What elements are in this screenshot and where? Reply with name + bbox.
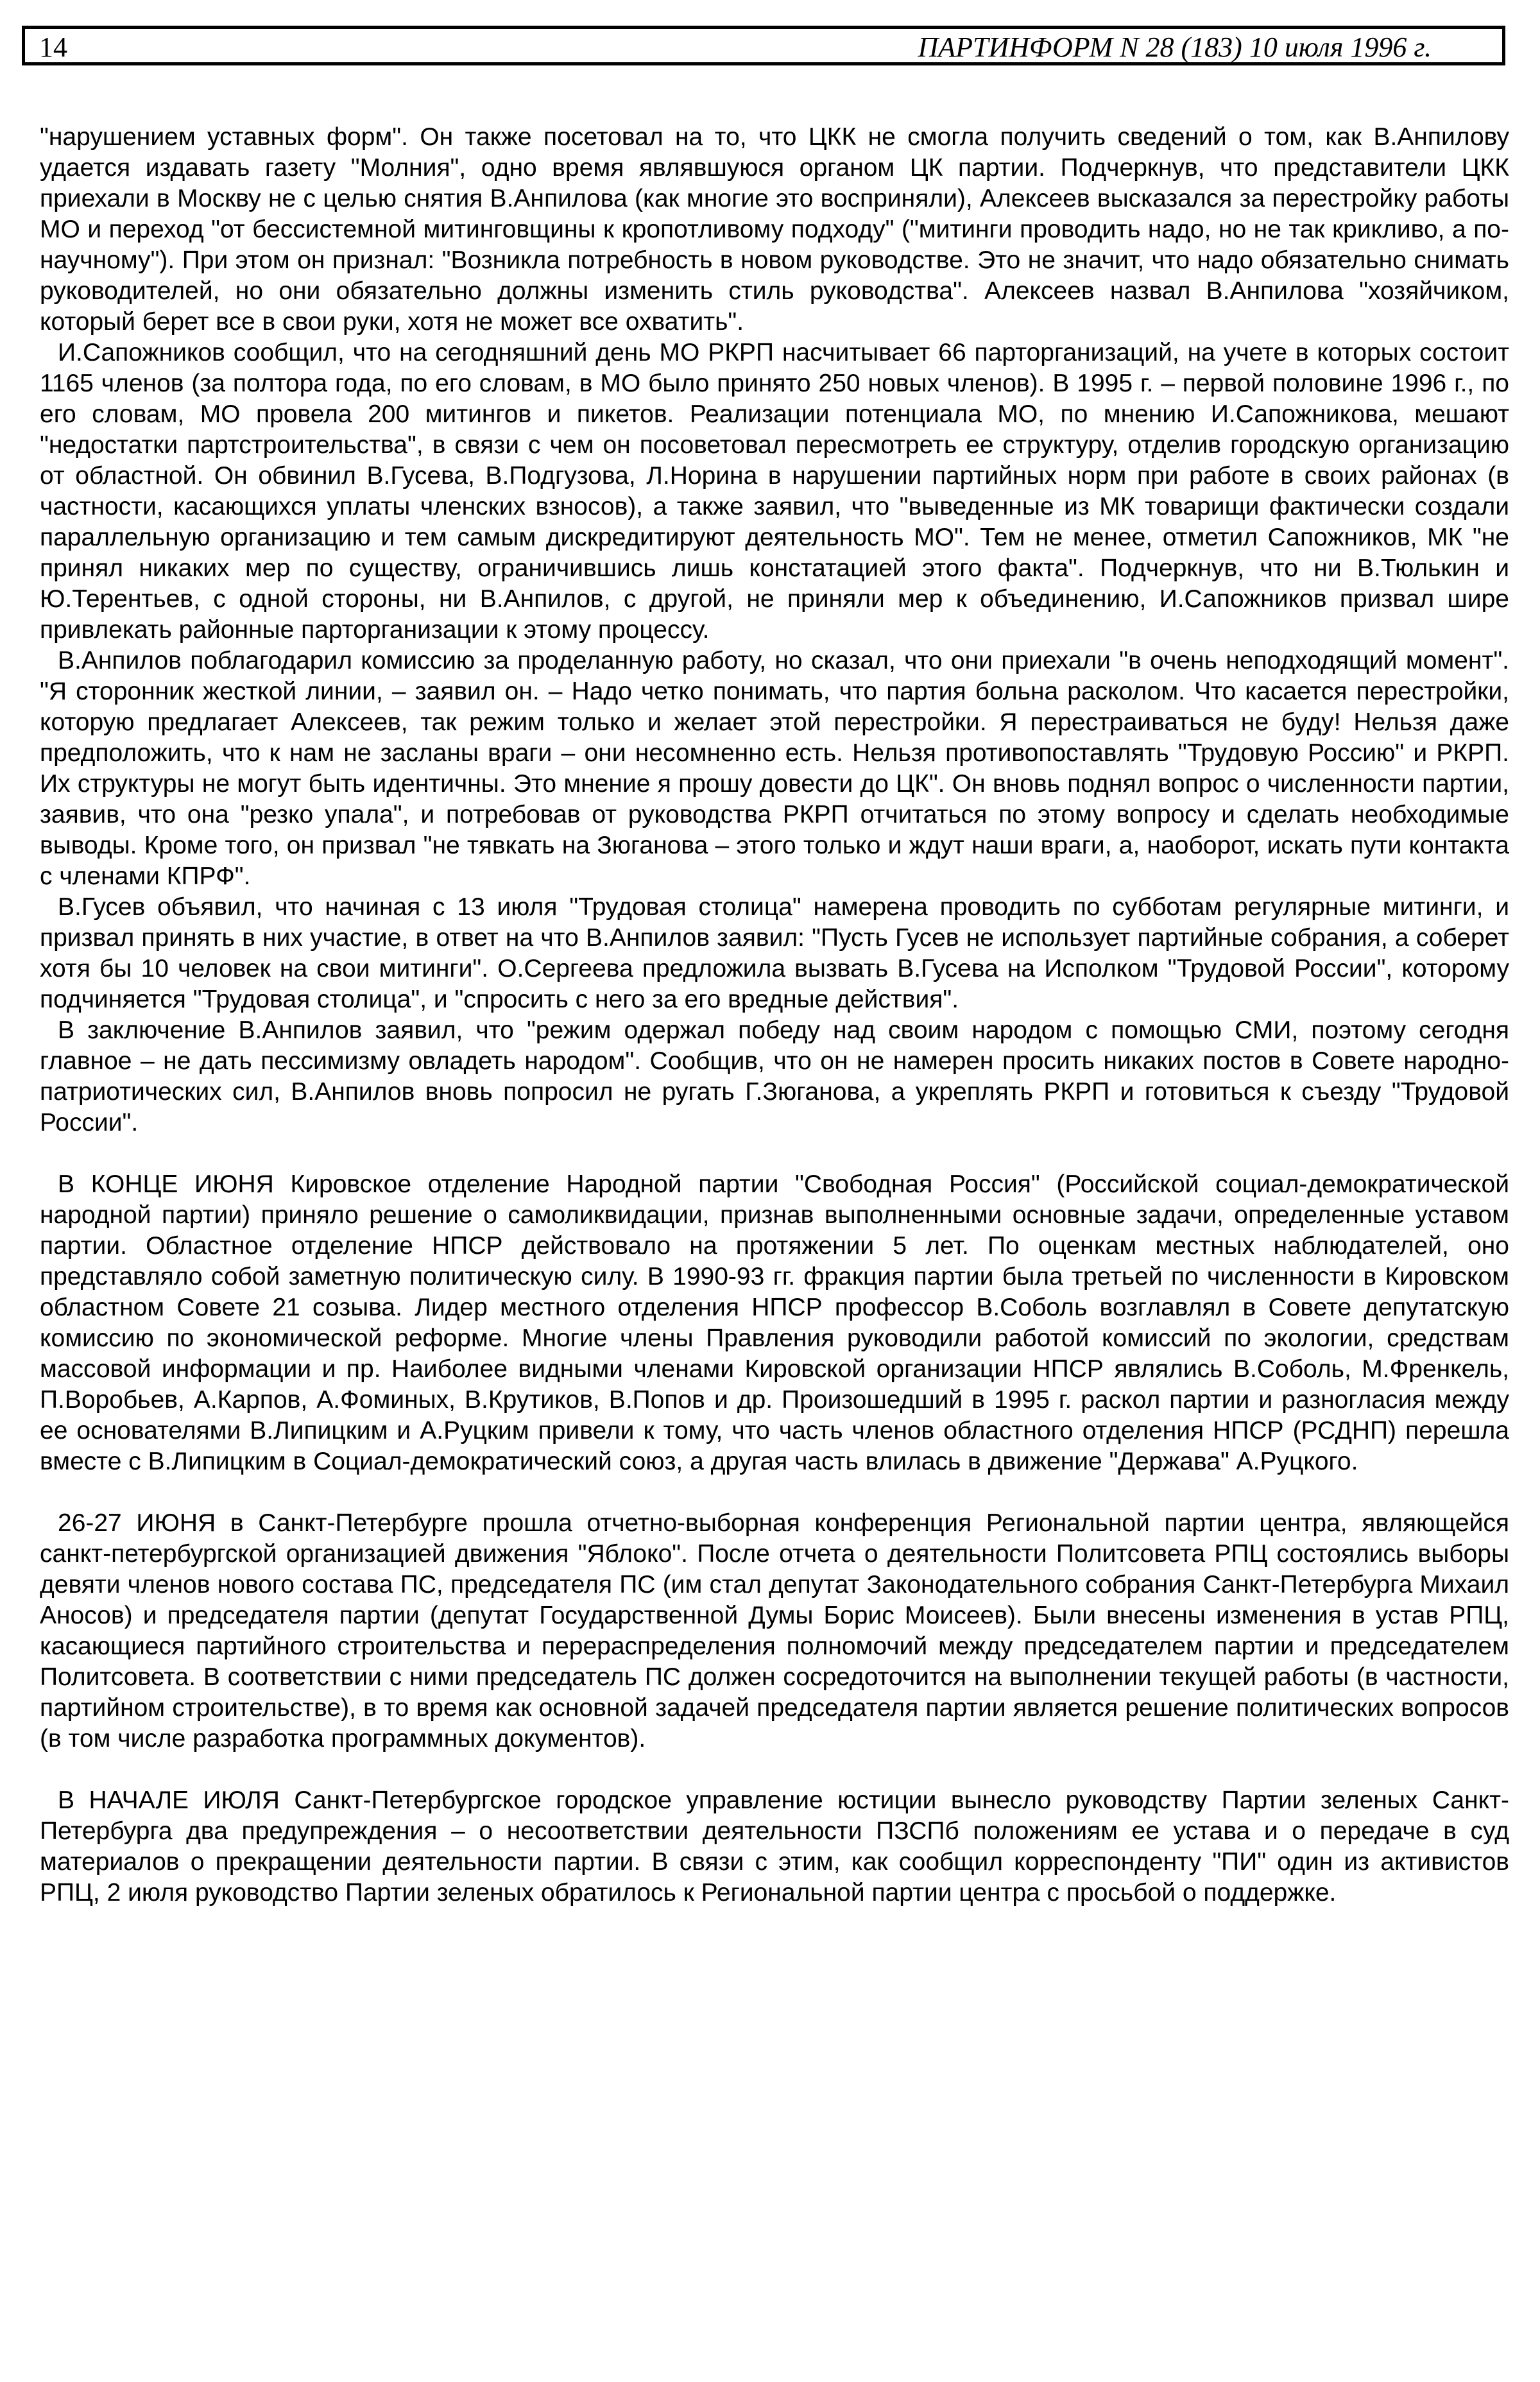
article-paragraph: В.Анпилов поблагодарил комиссию за проделанную работу, но сказал, что они приехали "в очень неподходящий момент". "Я сторонник жесткой линии, – заявил он. – Надо четко понимать, что партия больна расколом. Что касается перестройки, которую предлагает Алексеев, так режим только и желает этой перестройки. Я перестраиваться не буду! Нельзя даже предположить, что к нам не засланы враги – они несомненно есть. Нельзя противопоставлять "Трудовую Россию" и РКРП. Их структуры не могут быть идентичны. Это мнение я прошу довести до ЦК". Он вновь поднял вопрос о численности партии, заявив, что она "резко упала", и потребовав от руководства РКРП отчитаться по этому вопросу и сделать необходимые выводы. Кроме того, он призвал "не тявкать на Зюганова – этого только и ждут наши враги, а, наоборот, искать пути контакта с членами КПРФ". <box>40 647 1509 890</box>
running-title: ПАРТИНФОРМ N 28 (183) 10 июля 1996 г. <box>918 31 1432 63</box>
page-header <box>22 26 1505 65</box>
news-item-spb-conference: 26-27 ИЮНЯ в Санкт-Петербурге прошла отчетно-выборная конференция Региональной партии центра, являющейся санкт-петербургской организацией движения "Яблоко". После отчета о деятельности Политсовета РПЦ состоялись выборы девяти членов нового состава ПС, председателя ПС (им стал депутат Законодательного собрания Санкт-Петербурга Михаил Аносов) и председателя партии (депутат Государственной Думы Борис Моисеев). Были внесены изменения в устав РПЦ, касающиеся партийного строительства и перераспределения полномочий между председателем партии и председателем Политсовета. В соответствии с ними председатель ПС должен сосредоточится на выполнении текущей работы (в частности, партийном строительстве), в то время как основной задачей председателя партии является решение политических вопросов (в том числе разработка программных документов). <box>40 1509 1509 1752</box>
article-paragraph: В.Гусев объявил, что начиная с 13 июля "Трудовая столица" намерена проводить по субботам регулярные митинги, и призвал принять в них участие, в ответ на что В.Анпилов заявил: "Пусть Гусев не использует партийные собрания, а соберет хотя бы 10 человек на свои митинги". О.Сергеева предложила вызвать В.Гусева на Исполком "Трудовой России", которому подчиняется "Трудовая столица", и "спросить с него за его вредные действия". <box>40 893 1509 1013</box>
news-item-kirov: В КОНЦЕ ИЮНЯ Кировское отделение Народной партии "Свободная Россия" (Российской социал-демократической народной партии) приняло решение о самоликвидации, признав выполненными основные задачи, определенные уставом партии. Областное отделение НПСР действовало на протяжении 5 лет. По оценкам местных наблюдателей, оно представляло собой заметную политическую силу. В 1990-93 гг. фракция партии была третьей по численности в Кировском областном Совете 21 созыва. Лидер местного отделения НПСР профессор В.Соболь возглавлял в Совете депутатскую комиссию по экономической реформе. Многие члены Правления руководили работой комиссий по экологии, средствам массовой информации и пр. Наиболее видными членами Кировской организации НПСР являлись В.Соболь, М.Френкель, П.Воробьев, А.Карпов, А.Фоминых, В.Крутиков, В.Попов и др. Произошедший в 1995 г. раскол партии и разногласия между ее основателями В.Липицким и А.Руцким привели к тому, что часть членов областного отделения НПСР (РСДНП) перешла вместе с В.Липицким в Социал-демократический союз, а другая часть влилась в движение "Держава" А.Руцкого. <box>40 1170 1509 1475</box>
news-item-greens-party: В НАЧАЛЕ ИЮЛЯ Санкт-Петербургское городское управление юстиции вынесло руководству Партии зеленых Санкт-Петербурга два предупреждения – о несоответствии деятельности ПЗСПб положениям ее устава и о передаче в суд материалов о прекращении деятельности партии. В связи с этим, как сообщил корреспонденту "ПИ" один из активистов РПЦ, 2 июля руководство Партии зеленых обратилось к Региональной партии центра с просьбой о поддержке. <box>40 1786 1509 1906</box>
article-paragraph: В заключение В.Анпилов заявил, что "режим одержал победу над своим народом с помощью СМИ, поэтому сегодня главное – не дать пессимизму овладеть народом". Сообщив, что он не намерен просить никаких постов в Совете народно-патриотических сил, В.Анпилов вновь попросил не ругать Г.Зюганова, а укреплять РКРП и готовиться к съезду "Трудовой России". <box>40 1016 1509 1136</box>
page-number: 14 <box>39 31 67 63</box>
article-paragraph: "нарушением уставных форм". Он также посетовал на то, что ЦКК не смогла получить сведений о том, как В.Анпилову удается издавать газету "Молния", одно время являвшуюся органом ЦК партии. Подчеркнув, что представители ЦКК приехали в Москву не с целью снятия В.Анпилова (как многие это восприняли), Алексеев высказался за перестройку работы МО и переход "от бессистемной митинговщины к кропотливому подходу" ("митинги проводить надо, но не так крикливо, а по-научному"). При этом он признал: "Возникла потребность в новом руководстве. Это не значит, что надо обязательно снимать руководителей, но они обязательно должны изменить стиль руководства". Алексеев назвал В.Анпилова "хозяйчиком, который берет все в свои руки, хотя не может все охватить". <box>40 123 1509 336</box>
page-body <box>40 122 1509 1908</box>
article-paragraph: И.Сапожников сообщил, что на сегодняшний день МО РКРП насчитывает 66 парторганизаций, на учете в которых состоит 1165 членов (за полтора года, по его словам, в МО было принято 250 новых членов). В 1995 г. – первой половине 1996 г., по его словам, МО провела 200 митингов и пикетов. Реализации потенциала МО, по мнению И.Сапожникова, мешают "недостатки партстроительства", в связи с чем он посоветовал пересмотреть ее структуру, отделив городскую организацию от областной. Он обвинил В.Гусева, В.Подгузова, Л.Норина в нарушении партийных норм при работе в своих районах (в частности, касающихся уплаты членских взносов), а также заявил, что "выведенные из МК товарищи фактически создали параллельную организацию и тем самым дискредитируют деятельность МО". Тем не менее, отметил Сапожников, МК "не принял никаких мер по существу, ограничившись лишь констатацией этого факта". Подчеркнув, что ни В.Тюлькин и Ю.Терентьев, с одной стороны, ни В.Анпилов, с другой, не приняли мер к объединению, И.Сапожников призвал шире привлекать районные парторганизации к этому процессу. <box>40 339 1509 644</box>
